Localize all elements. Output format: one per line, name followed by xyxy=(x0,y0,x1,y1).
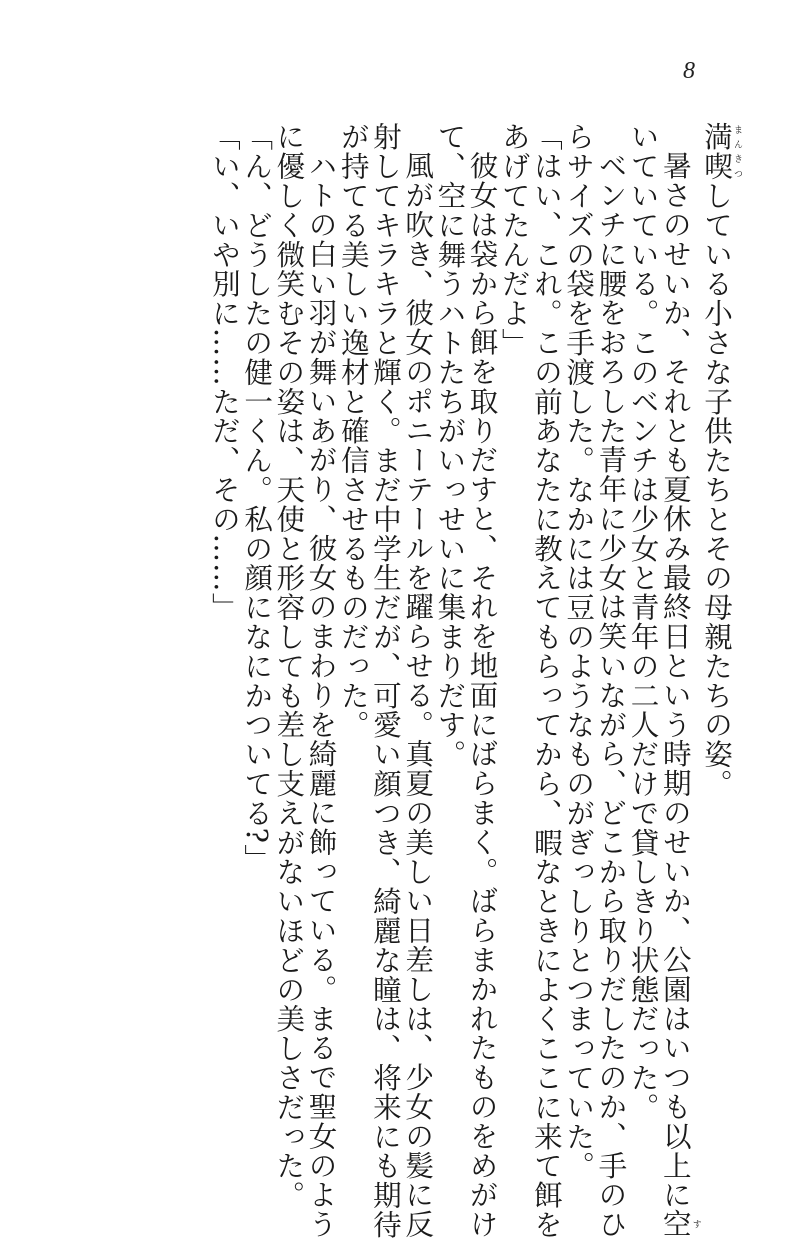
text-run: ハトの白い羽が舞いあがり、彼女のまわりを綺麗に飾っている。まるで聖女のよう xyxy=(304,150,339,1239)
text-line xyxy=(434,122,466,1132)
text-run: 「い、いや別に……ただ、その……」 xyxy=(207,122,242,622)
text-run: 彼女は袋から餌を取りだすと、それを地面にばらまく。ばらまかれたものをめがけ xyxy=(465,150,500,1239)
text-run: いていている。このベンチは少女と青年の二人だけで貸しきり状態だった。 xyxy=(626,122,661,1122)
text-run: らサイズの袋を手渡した。なかには豆のようなものがぎっしりとつまっていた。 xyxy=(562,122,597,1181)
text-line xyxy=(304,122,339,1239)
text-run: 暑さのせいか、それとも夏休み最終日という時期のせいか、公園はいつも以上に xyxy=(658,150,693,1209)
page-number: 8 xyxy=(683,58,695,84)
text-line xyxy=(272,122,307,1210)
text-line xyxy=(627,122,659,1132)
text-line xyxy=(209,122,241,1132)
text-line xyxy=(465,122,500,1239)
text-run: が持てる美しい逸材と確信させるものだった。 xyxy=(336,122,371,740)
text-run: あげてたんだよ」 xyxy=(497,122,532,358)
text-line xyxy=(701,122,742,1132)
text-run: 風が吹き、彼女のポニーテールを躍らせる。真夏の美しい日差しは、少女の髪に反 xyxy=(401,150,436,1239)
text-run: 「はい、これ。この前あなたに教えてもらってから、暇なときによくここに来て餌を xyxy=(529,122,564,1239)
text-run: 射してキラキラと輝く。まだ中学生だが、可愛い顔つき、綺麗な瞳は、将来にも期待 xyxy=(368,122,403,1239)
text-line xyxy=(499,122,531,1132)
vertical-body-text xyxy=(207,122,742,1239)
text-line xyxy=(241,122,273,1132)
text-line xyxy=(594,122,629,1239)
text-run: している小さな子供たちとその母親たちの姿。 xyxy=(700,180,734,799)
text-run: ベンチに腰をおろした青年に少女は笑いながら、どこから取りだしたのか、手のひ xyxy=(594,150,629,1239)
text-line xyxy=(529,122,564,1239)
ruby-reading: す xyxy=(690,1209,701,1239)
text-line xyxy=(658,122,701,1239)
ruby-annotation: 空す xyxy=(658,1209,701,1239)
text-run: に優しく微笑むその姿は、天使と形容しても差し支えがないほどの美しさだった。 xyxy=(272,122,307,1210)
text-line xyxy=(401,122,436,1239)
text-line xyxy=(368,122,403,1239)
text-line xyxy=(562,122,597,1181)
text-run: 「ん、どうしたの健一くん。私の顔になにかついてる?」 xyxy=(240,122,275,874)
text-line xyxy=(338,122,370,1132)
ruby-annotation: 満喫まんきつ xyxy=(700,122,742,181)
ruby-reading: まんきつ xyxy=(732,122,742,181)
text-run: て、空に舞うハトたちがいっせいに集まりだす。 xyxy=(433,122,468,769)
